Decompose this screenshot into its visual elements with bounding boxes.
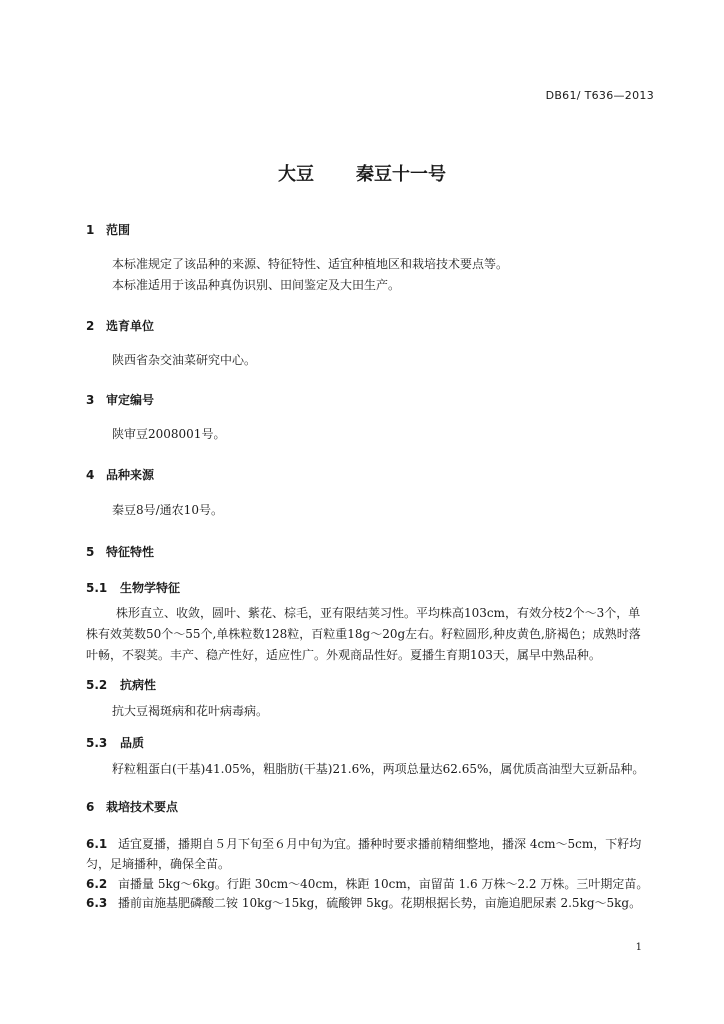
item-text: 播前亩施基肥磷酸二铵 10kg～15kg，硫酸钾 5kg。花期根据长势，亩施追肥尿素 2.5kg～5kg。 [118, 896, 642, 910]
section-number: 3 [86, 393, 95, 407]
section-1-heading [86, 221, 130, 238]
section-5-3-heading [86, 734, 144, 751]
section-5-2-heading [86, 676, 156, 693]
paragraph-line: 秦豆8号/通农10号。 [112, 503, 223, 517]
item-number: 6.3 [86, 896, 108, 910]
paragraph-line: 本标准适用于该品种真伪识别、田间鉴定及大田生产。 [112, 278, 401, 292]
section-2-body [86, 350, 684, 371]
section-title: 品质 [120, 736, 145, 750]
paragraph-line: 籽粒粗蛋白(干基)41.05%，粗脂肪(干基)21.6%，两项总量达62.65%，属优质高油型大豆新品种。 [112, 762, 645, 776]
paragraph-line: 陕审豆2008001号。 [112, 427, 226, 441]
section-number: 5.3 [86, 736, 108, 750]
item-6-1 [86, 835, 641, 852]
item-6-3 [86, 894, 641, 911]
item-text: 适宜夏播，播期自５月下旬至６月中旬为宜。播种时要求播前精细整地，播深 4cm～5cm，下籽均 [118, 837, 642, 851]
section-number: 4 [86, 468, 95, 482]
section-number: 1 [86, 223, 95, 237]
section-3-heading [86, 391, 154, 408]
section-5-heading [86, 543, 154, 560]
section-5-3-body [86, 759, 684, 780]
section-number: 5.2 [86, 678, 108, 692]
item-number: 6.1 [86, 837, 108, 851]
item-6-1-continued [86, 855, 230, 872]
section-number: 2 [86, 319, 95, 333]
section-4-heading [86, 466, 154, 483]
item-number: 6.2 [86, 877, 108, 891]
section-number: 5.1 [86, 581, 108, 595]
paragraph-line: 株形直立、收敛，圆叶、紫花、棕毛，亚有限结荚习性。平均株高103cm，有效分枝2个～3个，单 [116, 606, 641, 620]
section-title: 范围 [106, 223, 131, 237]
section-4-body [86, 500, 684, 521]
section-3-body [86, 424, 684, 445]
section-title: 生物学特征 [120, 581, 181, 595]
paragraph-line: 叶畅，不裂荚。丰产、稳产性好，适应性广。外观商品性好。夏播生育期103天，属早中熟品种。 [86, 648, 601, 662]
section-1-body [86, 254, 684, 296]
standard-code: DB61/ T636—2013 [545, 89, 654, 102]
section-title: 审定编号 [106, 393, 155, 407]
section-title: 抗病性 [120, 678, 157, 692]
section-title: 品种来源 [106, 468, 155, 482]
section-title: 特征特性 [106, 545, 155, 559]
item-6-2 [86, 875, 648, 892]
paragraph-line: 株有效荚数50个～55个,单株粒数128粒，百粒重18g～20g左右。籽粒圆形,种皮黄色,脐褐色；成熟时落 [86, 627, 641, 641]
item-text: 亩播量 5kg～6kg。行距 30cm～40cm，株距 10cm，亩留苗 1.6 万株～2.2 万株。三叶期定苗。 [118, 877, 649, 891]
section-2-heading [86, 317, 154, 334]
item-text: 匀，足墒播种，确保全苗。 [86, 857, 231, 871]
paragraph-line: 抗大豆褐斑病和花叶病毒病。 [112, 704, 269, 718]
section-6-heading [86, 798, 178, 815]
section-number: 6 [86, 800, 95, 814]
section-title: 栽培技术要点 [106, 800, 179, 814]
title-crop: 大豆 [278, 164, 314, 185]
section-5-2-body [86, 701, 684, 722]
title-variety: 秦豆十一号 [356, 164, 446, 185]
section-5-1-heading [86, 579, 180, 596]
document-title [0, 160, 724, 186]
page-number: 1 [635, 942, 642, 953]
paragraph-line: 本标准规定了该品种的来源、特征特性、适宜种植地区和栽培技术要点等。 [112, 257, 509, 271]
section-number: 5 [86, 545, 95, 559]
paragraph-line: 陕西省杂交油菜研究中心。 [112, 353, 257, 367]
section-title: 选育单位 [106, 319, 155, 333]
section-5-1-body [86, 603, 658, 666]
